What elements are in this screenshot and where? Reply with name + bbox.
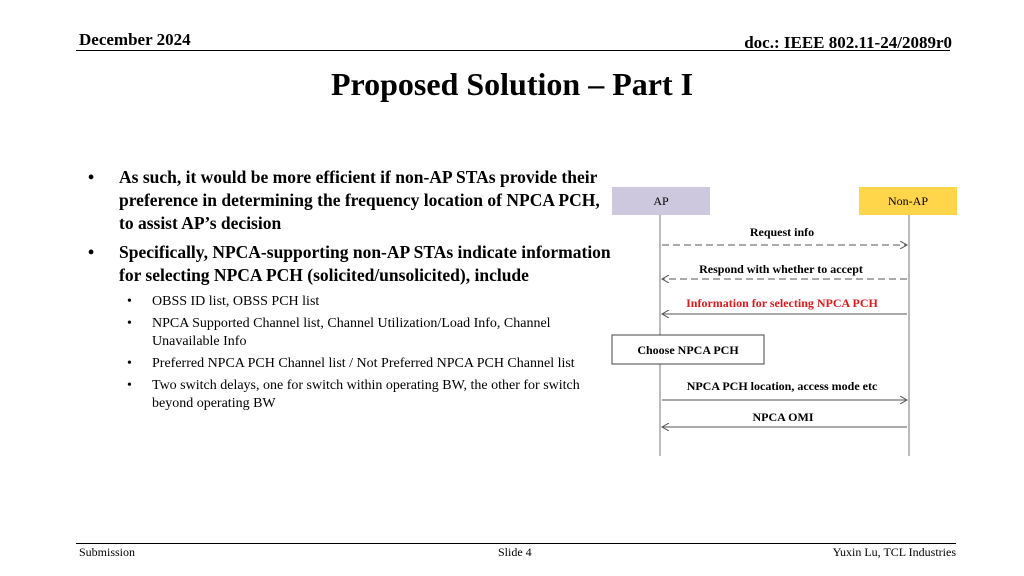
footer-submission: Submission [79,545,136,559]
message-label: Request info [749,225,815,239]
sub-bullet-text: Preferred NPCA PCH Channel list / Not Preferred NPCA PCH Channel list [152,356,575,371]
choose-npca-pch-label: Choose NPCA PCH [637,343,739,357]
slide-title: Proposed Solution – Part I [330,66,694,102]
bullet-dot-icon: • [127,356,132,371]
bullet-text: As such, it would be more efficient if non-AP STAs provide their preference in determining the frequency location of NPCA PCH, to assist AP’s decision [119,167,600,233]
sub-bullet-text: OBSS ID list, OBSS PCH list [152,294,320,309]
footer-author: Yuxin Lu, TCL Industries [832,545,956,559]
bullet-dot-icon: • [127,378,132,393]
bullet-dot-icon: • [88,242,95,262]
message-label: NPCA PCH location, access mode etc [686,379,878,393]
sub-bullet-text: NPCA Supported Channel list, Channel Utilization/Load Info, Channel Unavailable Info [152,316,551,349]
bullet-dot-icon: • [127,294,132,309]
bullet-dot-icon: • [127,316,132,331]
bullet-text: Specifically, NPCA-supporting non-AP STAs indicate information for selecting NPCA PCH (solicited/unsolicited), include [119,242,611,285]
footer-slide-number: Slide 4 [498,545,532,559]
header-date: December 2024 [79,30,191,49]
ap-label: AP [653,194,669,208]
message-label: Respond with whether to accept [699,262,863,276]
footer-divider [76,543,956,544]
message-label-highlight: Information for selecting NPCA PCH [686,296,878,310]
message-label: NPCA OMI [752,410,814,424]
bullet-dot-icon: • [88,167,95,187]
sub-bullet-text: Two switch delays, one for switch within operating BW, the other for switch beyond operating BW [152,378,580,411]
non-ap-label: Non-AP [887,194,929,208]
header-doc-id: doc.: IEEE 802.11-24/2089r0 [744,33,952,52]
